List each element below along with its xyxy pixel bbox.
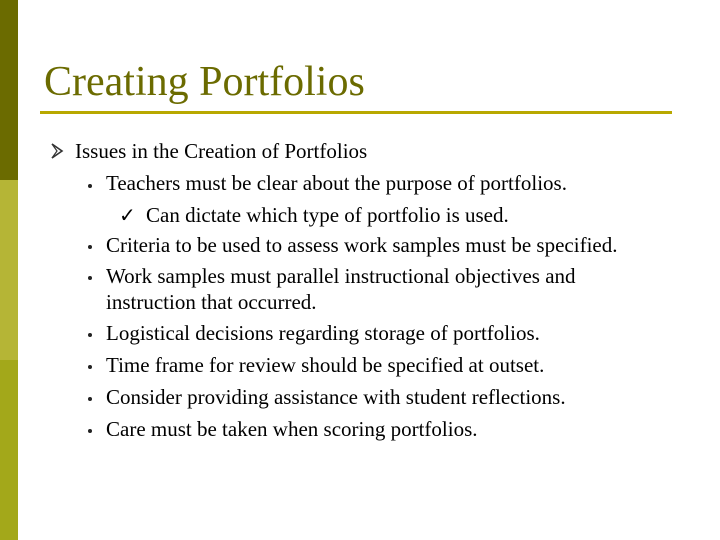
dot-bullet-icon (88, 429, 92, 433)
check-icon: ✓ (119, 203, 136, 227)
sub-bullet-text: Consider providing assistance with student reflections. (106, 385, 566, 409)
sub-bullet-text: Criteria to be used to assess work samples must be specified. (106, 233, 618, 257)
sub-bullet-text: Care must be taken when scoring portfolios. (106, 417, 478, 441)
slide-title: Creating Portfolios (44, 59, 365, 105)
arrow-bullet-icon (50, 143, 64, 159)
sub-bullet-text-continued: instruction that occurred. (106, 290, 317, 314)
sub-bullet-text: Work samples must parallel instructional objectives and (106, 264, 576, 288)
dot-bullet-icon (88, 276, 92, 280)
sub-bullet-text: Time frame for review should be specified at outset. (106, 353, 545, 377)
dot-bullet-icon (88, 184, 92, 188)
sub-sub-bullet-text: Can dictate which type of portfolio is used. (146, 203, 509, 227)
main-bullet-text: Issues in the Creation of Portfolios (75, 139, 368, 163)
sub-bullet-text: Logistical decisions regarding storage of portfolios. (106, 321, 540, 345)
dot-bullet-icon (88, 333, 92, 337)
dot-bullet-icon (88, 397, 92, 401)
sub-bullet-text: Teachers must be clear about the purpose of portfolios. (106, 171, 567, 195)
dot-bullet-icon (88, 365, 92, 369)
dot-bullet-icon (88, 245, 92, 249)
